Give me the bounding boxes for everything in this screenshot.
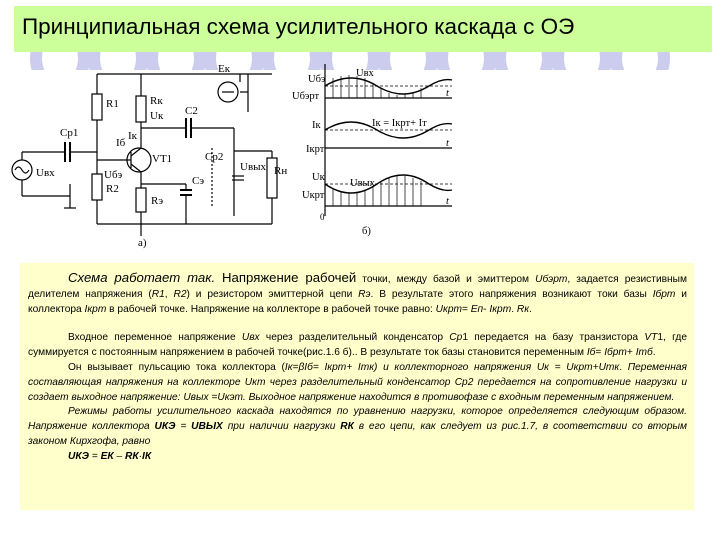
- slide-title: Принципиальная схема усилительного каскада с ОЭ: [22, 14, 575, 39]
- p1-i: -: [483, 303, 490, 315]
- p1-k: .: [529, 303, 532, 315]
- label-ce: Cэ: [192, 175, 205, 187]
- p5-uke: UКЭ: [68, 450, 89, 462]
- label-c2: C2: [185, 105, 198, 117]
- p1-b: , задается резистивным делителем напряжения (: [28, 274, 687, 300]
- p1-g: в рабочей точке. Напряжение на коллекторе в рабочей точке равно:: [106, 303, 436, 315]
- p1-r1: R1: [151, 288, 165, 300]
- paragraph-2: [28, 331, 687, 361]
- p2-c: 1 передается на базу транзистора: [462, 332, 645, 344]
- p2-vt: VT: [644, 332, 658, 344]
- caption-b: б): [362, 226, 371, 237]
- timing-labels: [292, 68, 450, 237]
- p2-cp1: Ср: [449, 332, 463, 344]
- paragraph-1: [28, 271, 687, 317]
- p4-c: при наличии нагрузки: [222, 421, 341, 433]
- r2-resistor: [92, 174, 102, 200]
- p2-ib: Iб: [586, 347, 596, 359]
- p1-f: и коллектора: [28, 288, 687, 315]
- p4-a: Режимы работы усилительного каскада находятся по уравнению нагрузки, которое определяется следующим образом. Напряжение коллектора: [28, 406, 687, 433]
- label-uin: Uвх: [36, 167, 55, 179]
- rk-resistor: [136, 96, 146, 122]
- label-u-in: Uвх: [356, 68, 374, 79]
- p4-uvyx: UВЫХ: [191, 421, 223, 433]
- p1-h: =: [461, 303, 471, 315]
- label-u-out: Uвых: [350, 178, 375, 189]
- p3-b: .: [619, 361, 628, 373]
- p1-ik: Iкрт: [84, 303, 107, 315]
- p1-lead: Схема работает так.: [68, 270, 216, 285]
- p2-uvx: Uвх: [241, 332, 260, 344]
- paragraph-5-equation: [28, 450, 687, 465]
- p3-a: Он вызывает пульсацию тока коллектора (: [68, 361, 285, 373]
- p4-b: =: [175, 421, 192, 433]
- p1-ikrt: Iкрт: [489, 303, 512, 315]
- p1-rk: Rк: [516, 303, 530, 315]
- p1-big: Напряжение рабочей: [215, 270, 357, 285]
- label-ik: Iк: [128, 130, 138, 142]
- label-zero: 0: [320, 212, 325, 222]
- p1-ek: Eп: [470, 303, 484, 315]
- p1-ukrt: Uкрт: [435, 303, 462, 315]
- p3-rest: Переменная составляющая напряжения на коллекторе Uкт через разделительный конденсатор Ср2 передается на сопротивление нагрузки и создает выходное напряжение: Uвых =Uкэт. Выходное напряжение находится в противофазе с входным переменным напряжением.: [28, 361, 687, 403]
- label-r2: R2: [106, 183, 119, 195]
- label-i-k-rt: Iкрт: [306, 144, 325, 155]
- p5-eq: =: [88, 450, 101, 462]
- p5-rk: RК: [124, 450, 139, 462]
- figure: [0, 56, 720, 256]
- label-ube: Uбэ: [104, 169, 123, 181]
- p2-imb: Imб: [635, 347, 653, 359]
- label-uout: Uвых: [240, 161, 267, 173]
- label-u-k: Uк: [312, 172, 325, 183]
- label-ib: Iб: [116, 137, 126, 149]
- label-re: Rэ: [151, 195, 164, 207]
- paragraph-4: [28, 405, 687, 449]
- p2-f: +: [626, 347, 636, 359]
- label-uk: Uк: [150, 110, 164, 122]
- p2-ibrt: Iбрт: [604, 347, 627, 359]
- p5-ik: IК: [142, 450, 152, 462]
- label-t-3: t: [446, 196, 449, 207]
- label-t-1: t: [446, 88, 449, 99]
- circuit-schematic: [12, 74, 277, 236]
- label-cp2: Cр2: [205, 151, 224, 163]
- p2-e: =: [595, 347, 605, 359]
- p1-ub: Uбэрт: [535, 274, 568, 285]
- caption-a: а): [138, 237, 147, 249]
- p3-formula: Iк=βIб= Iкрт+ Imк) и коллекторного напряжения Uк = Uкрт+Umк: [284, 361, 620, 373]
- p1-c: ,: [164, 288, 174, 300]
- r1-resistor: [92, 94, 102, 120]
- title-bar: [14, 6, 712, 52]
- p5-minus: –: [113, 450, 125, 462]
- p2-d: 1, где суммируется с постоянным напряжением в рабочей точке(рис.1.6 б).. В результате ток базы становится переменным: [28, 332, 688, 359]
- p1-re: Rэ: [358, 288, 371, 300]
- label-u-k-rt: Uкрт: [302, 190, 325, 201]
- p4-rk: RК: [340, 421, 354, 433]
- p1-r2: R2: [173, 288, 187, 300]
- paragraph-3: [28, 361, 687, 405]
- label-u-bert: Uбэрт: [292, 91, 320, 102]
- p5-ek: EК: [100, 450, 114, 462]
- p5-dot: ·: [138, 450, 142, 462]
- p2-g: .: [652, 347, 656, 359]
- p4-uke: UКЭ: [154, 421, 176, 433]
- p1-ib: Iбрт: [652, 288, 676, 300]
- figure-svg: [0, 56, 720, 256]
- label-rk: Rк: [150, 95, 163, 107]
- explanation-text: [20, 263, 694, 510]
- p2-a: Входное переменное напряжение: [68, 332, 242, 344]
- label-i-k: Iк: [312, 120, 321, 131]
- label-u-be: Uбэ: [308, 74, 326, 85]
- p1-d: ) и резистором эмиттерной цепи: [186, 288, 359, 300]
- label-ek: Eк: [218, 63, 231, 75]
- p1-j: .: [511, 303, 517, 315]
- p1-e: . В результате этого напряжения возникают токи базы: [370, 288, 653, 300]
- label-cp1: Cр1: [60, 127, 79, 139]
- label-rn: Rн: [274, 165, 288, 177]
- label-vt1: VT1: [152, 153, 173, 165]
- timing-diagrams: [325, 64, 452, 216]
- p4-d: в его цепи, как следует из рис.1.7, в соответствии со вторым законом Кирхгофа, равно: [28, 421, 687, 447]
- p1-a: точки, между базой и эмиттером: [356, 274, 536, 285]
- re-resistor: [136, 188, 146, 212]
- circuit-labels: [36, 63, 287, 249]
- label-t-2: t: [446, 138, 449, 149]
- label-ik-formula: Iк = Iкрт+ Iт: [372, 118, 427, 129]
- label-r1: R1: [106, 98, 119, 110]
- p2-b: через разделительный конденсатор: [259, 332, 450, 344]
- rn-resistor: [267, 158, 277, 198]
